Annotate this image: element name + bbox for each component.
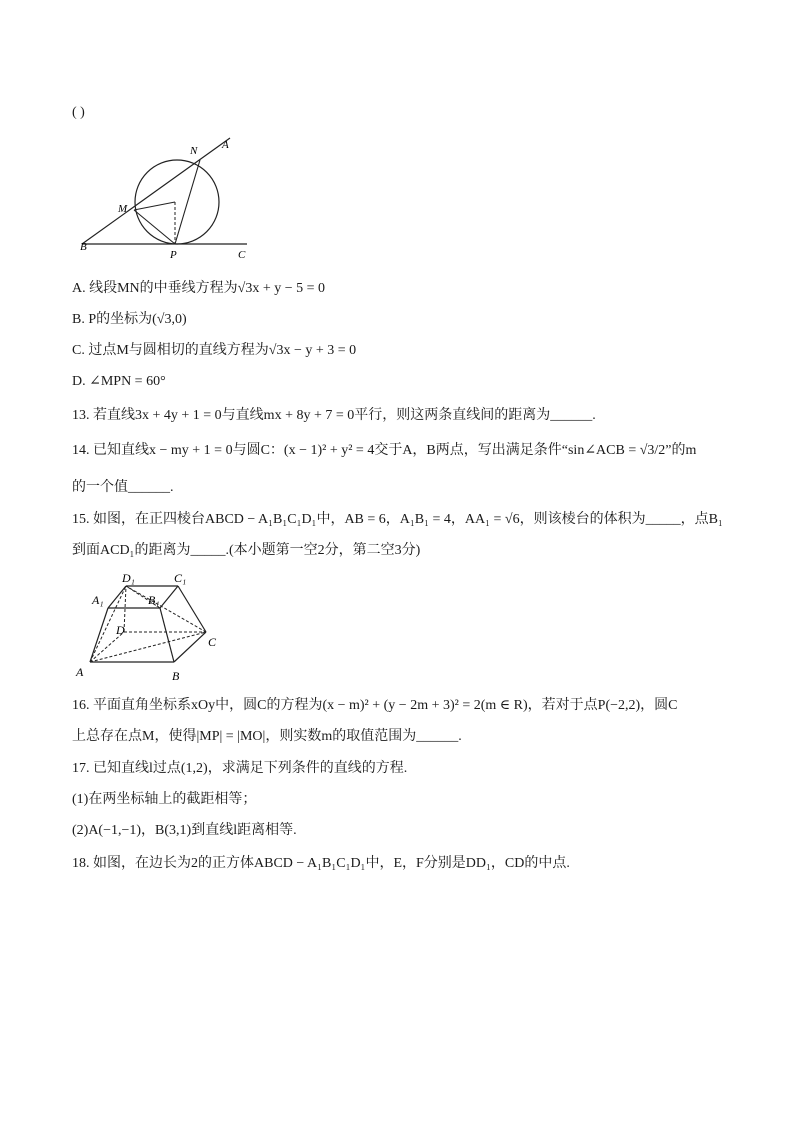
label-a: A bbox=[76, 665, 84, 679]
question-16-line1: 16. 平面直角坐标系xOy中，圆C的方程为(x − m)² + (y − 2m + 3)² = 2(m ∈ R)，若对于点P(−2,2)，圆C bbox=[72, 698, 678, 713]
label-b1: B₁ bbox=[148, 593, 160, 607]
question-14-line2: 的一个值______. bbox=[72, 480, 174, 495]
question-17-part1: (1)在两坐标轴上的截距相等； bbox=[72, 792, 257, 807]
figure-frustum bbox=[72, 566, 232, 686]
question-15-line1: 15. 如图，在正四棱台ABCD − A₁B₁C₁D₁中，AB = 6，A₁B₁ = 4，AA₁ = √6，则该棱台的体积为_____，点B₁ bbox=[72, 512, 723, 527]
q12-option-b: B. P的坐标为(√3,0) bbox=[72, 312, 187, 327]
question-14-line1: 14. 已知直线x − my + 1 = 0与圆C：(x − 1)² + y² = 4交于A，B两点，写出满足条件“sin∠ACB = √3/2”的m bbox=[72, 443, 697, 458]
label-n: N bbox=[190, 145, 198, 157]
question-16-line2: 上总存在点M，使得|MP| = |MO|，则实数m的取值范围为______. bbox=[72, 729, 462, 744]
label-m: M bbox=[118, 203, 128, 215]
segment-mp bbox=[134, 210, 175, 244]
figure-circle-tangent bbox=[72, 132, 262, 264]
edge-bb1 bbox=[160, 608, 174, 662]
label-a1: A₁ bbox=[92, 593, 104, 607]
edge-b1c1 bbox=[160, 586, 178, 608]
question-13: 13. 若直线3x + 4y + 1 = 0与直线mx + 8y + 7 = 0平行，则这两条直线间的距离为______. bbox=[72, 408, 596, 423]
edge-d1a1 bbox=[108, 586, 126, 608]
label-p: P bbox=[170, 249, 177, 261]
q12-option-d: D. ∠MPN = 60° bbox=[72, 374, 166, 389]
q12-option-c: C. 过点M与圆相切的直线方程为√3x − y + 3 = 0 bbox=[72, 343, 357, 358]
question-17: 17. 已知直线l过点(1,2)，求满足下列条件的直线的方程. bbox=[72, 761, 408, 776]
label-d1: D₁ bbox=[122, 571, 135, 585]
edge-bc bbox=[174, 632, 206, 662]
label-a: A bbox=[222, 139, 229, 151]
label-b: B bbox=[172, 669, 180, 683]
label-c1: C₁ bbox=[174, 571, 187, 585]
segment-np bbox=[175, 160, 200, 244]
question-18: 18. 如图，在边长为2的正方体ABCD − A₁B₁C₁D₁中，E，F分别是DD₁，CD的中点. bbox=[72, 856, 570, 871]
question-17-part2: (2)A(−1,−1)，B(3,1)到直线l距离相等. bbox=[72, 823, 297, 838]
q12-option-a: A. 线段MN的中垂线方程为√3x + y − 5 = 0 bbox=[72, 281, 326, 296]
circle bbox=[135, 160, 219, 244]
diag-cd1 bbox=[126, 586, 206, 632]
label-c: C bbox=[238, 249, 246, 261]
segment-m-center bbox=[134, 202, 175, 210]
question-15-line2: 到面ACD₁的距离为_____.(本小题第一空2分，第二空3分) bbox=[72, 543, 421, 558]
label-d: D bbox=[116, 623, 125, 637]
label-c: C bbox=[208, 635, 217, 649]
edge-cc1 bbox=[178, 586, 206, 632]
answer-paren: ( ) bbox=[72, 105, 85, 120]
label-b: B bbox=[80, 241, 87, 253]
